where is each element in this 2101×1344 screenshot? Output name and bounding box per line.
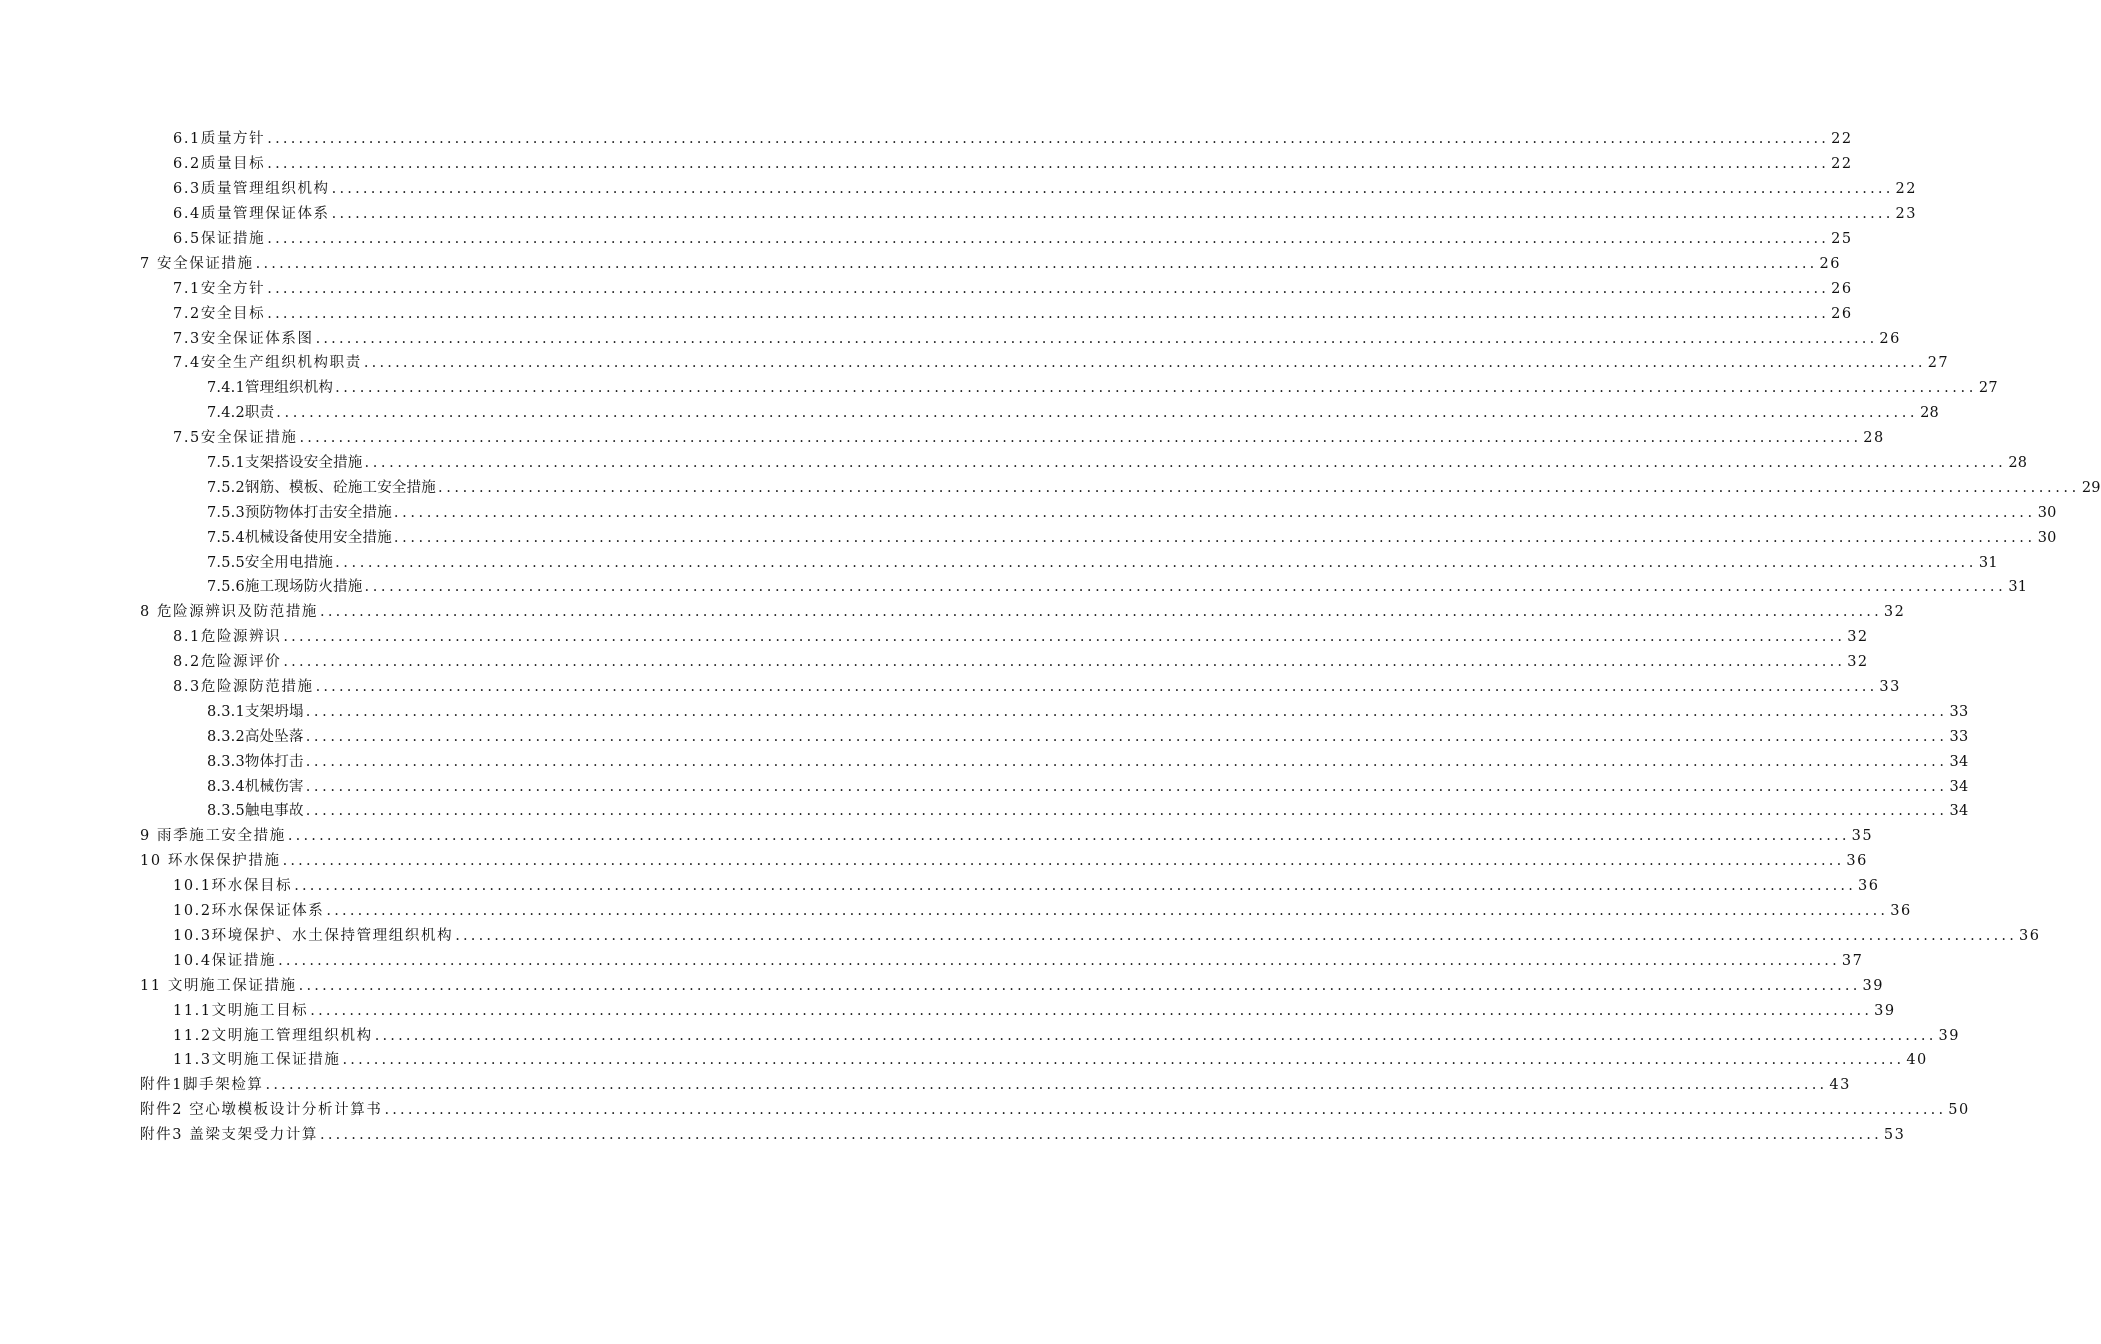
toc-leader-dots: ........................................................................................................................................................................................................ [310,1002,1873,1019]
toc-leader-dots: ........................................................................................................................................................................................................ [335,554,1977,571]
toc-entry[interactable] [0,948,1864,973]
toc-leader-dots: ........................................................................................................................................................................................................ [305,778,1948,795]
toc-entry[interactable] [0,600,1906,625]
toc-entry[interactable] [0,202,1917,227]
toc-entry-title: 7.4.1管理组织机构 [207,380,334,397]
toc-entry[interactable] [0,1023,1960,1048]
toc-leader-dots: ........................................................................................................................................................................................................ [265,1077,1828,1094]
toc-entry[interactable] [0,998,1896,1023]
toc-entry[interactable] [0,774,1969,799]
toc-entry-page: 28 [1920,405,1939,422]
toc-entry[interactable] [0,451,2028,476]
toc-leader-dots: ........................................................................................................................................................................................................ [294,878,1857,895]
toc-leader-dots: ........................................................................................................................................................................................................ [267,131,1830,148]
toc-entry-title: 6.3质量管理组织机构 [173,181,330,198]
toc-entry-page: 32 [1847,629,1869,646]
toc-entry-title: 11.2文明施工管理组织机构 [173,1027,373,1044]
toc-entry[interactable] [0,724,1969,749]
toc-entry-page: 33 [1879,679,1901,696]
toc-leader-dots: ........................................................................................................................................................................................................ [287,828,1850,845]
toc-entry-title: 6.2质量目标 [173,156,266,173]
toc-entry[interactable] [0,351,1950,376]
toc-leader-dots: ........................................................................................................................................................................................................ [363,355,1926,372]
toc-entry[interactable] [0,874,1880,899]
toc-entry-page: 36 [1846,853,1868,870]
toc-entry-page: 36 [1890,903,1912,920]
toc-entry-title: 7.5.2钢筋、模板、砼施工安全措施 [207,479,436,496]
toc-leader-dots: ........................................................................................................................................................................................................ [255,255,1818,272]
toc-leader-dots: ........................................................................................................................................................................................................ [267,156,1830,173]
toc-entry-title: 6.5保证措施 [173,231,266,247]
toc-entry-page: 36 [2019,927,2041,944]
toc-entry-page: 31 [2008,579,2028,596]
toc-entry-page: 22 [1831,156,1853,173]
toc-leader-dots: ........................................................................................................................................................................................................ [315,330,1878,347]
toc-entry[interactable] [0,177,1917,202]
toc-leader-dots: ........................................................................................................................................................................................................ [331,181,1894,198]
toc-leader-dots: ........................................................................................................................................................................................................ [276,405,1919,422]
toc-entry[interactable] [0,1123,1906,1148]
toc-entry-title: 8.3.3物体打击 [207,753,304,770]
toc-entry-page: 22 [1895,181,1917,198]
toc-leader-dots: ........................................................................................................................................................................................................ [384,1102,1947,1119]
toc-entry-title: 7.4安全生产组织机构职责 [173,355,362,372]
table-of-contents [0,127,2101,1148]
toc-entry-page: 36 [1858,878,1880,895]
toc-leader-dots: ........................................................................................................................................................................................................ [267,280,1830,297]
toc-entry-title: 附件1脚手架检算 [140,1077,264,1094]
toc-entry-title: 11.3文明施工保证措施 [173,1052,341,1069]
toc-entry[interactable] [0,550,1998,575]
toc-entry-page: 39 [1862,977,1884,994]
toc-leader-dots: ........................................................................................................................................................................................................ [393,529,2036,546]
toc-entry-title: 7.5.5安全用电措施 [207,554,334,571]
toc-entry[interactable] [0,326,1901,351]
toc-entry-title: 8.1危险源辨识 [173,629,282,646]
toc-leader-dots: ........................................................................................................................................................................................................ [364,455,2007,472]
toc-entry-title: 11 文明施工保证措施 [140,977,297,994]
toc-entry-title: 附件3 盖梁支架受力计算 [140,1127,319,1144]
toc-entry[interactable] [0,575,2028,600]
toc-leader-dots: ........................................................................................................................................................................................................ [331,206,1894,223]
toc-leader-dots: ........................................................................................................................................................................................................ [267,305,1830,322]
toc-entry-page: 34 [1949,803,1969,820]
toc-leader-dots: ........................................................................................................................................................................................................ [278,952,1840,969]
toc-entry-page: 32 [1847,654,1869,671]
toc-entry-page: 34 [1949,778,1969,795]
toc-entry-page: 26 [1831,280,1853,297]
toc-entry-page: 33 [1949,728,1969,745]
toc-leader-dots: ........................................................................................................................................................................................................ [455,927,2018,944]
toc-entry-title: 10.4保证措施 [173,952,277,969]
toc-entry[interactable] [0,376,1998,401]
toc-entry-page: 35 [1851,828,1874,845]
toc-entry-page: 31 [1978,554,1998,571]
toc-entry[interactable] [0,650,1869,675]
toc-entry-page: 26 [1831,305,1853,322]
toc-entry[interactable] [0,699,1969,724]
toc-leader-dots: ........................................................................................................................................................................................................ [320,1127,1882,1144]
toc-entry-title: 7.5.3预防物体打击安全措施 [207,504,392,521]
toc-entry-page: 27 [1978,380,1998,397]
toc-leader-dots: ........................................................................................................................................................................................................ [342,1052,1905,1069]
toc-leader-dots: ........................................................................................................................................................................................................ [320,604,1882,621]
toc-leader-dots: ........................................................................................................................................................................................................ [335,380,1977,397]
toc-entry-page: 39 [1938,1027,1960,1044]
toc-leader-dots: ........................................................................................................................................................................................................ [305,753,1948,770]
toc-entry[interactable] [0,251,1841,276]
toc-entry-title: 7.5.1支架搭设安全措施 [207,455,363,472]
toc-entry-page: 43 [1829,1077,1851,1094]
toc-entry-page: 28 [2008,455,2028,472]
toc-entry-title: 10.2环水保保证体系 [173,903,325,920]
toc-entry-page: 27 [1927,355,1950,372]
toc-entry-page: 32 [1883,604,1906,621]
toc-entry[interactable] [0,1048,1928,1073]
toc-leader-dots: ........................................................................................................................................................................................................ [267,231,1830,247]
toc-entry-title: 8.3.1支架坍塌 [207,703,304,720]
toc-leader-dots: ........................................................................................................................................................................................................ [438,479,2080,496]
toc-entry-page: 33 [1949,703,1969,720]
toc-entry-title: 附件2 空心墩模板设计分析计算书 [140,1102,383,1119]
toc-entry-page: 23 [1895,206,1917,223]
toc-entry[interactable] [0,749,1969,774]
toc-entry[interactable] [0,475,2101,500]
toc-entry[interactable] [0,401,1939,426]
toc-entry-title: 8 危险源辨识及防范措施 [140,604,319,621]
toc-entry-page: 26 [1819,255,1841,272]
toc-leader-dots: ........................................................................................................................................................................................................ [315,679,1878,696]
toc-leader-dots: ........................................................................................................................................................................................................ [305,703,1948,720]
toc-entry-title: 7.4.2职责 [207,405,275,422]
toc-entry[interactable] [0,1098,1970,1123]
toc-entry-title: 8.2危险源评价 [173,654,282,671]
toc-entry-title: 7.5安全保证措施 [173,430,298,447]
toc-entry[interactable] [0,824,1874,849]
toc-entry[interactable] [0,152,1853,177]
toc-entry-page: 40 [1906,1052,1928,1069]
toc-entry-title: 7.3安全保证体系图 [173,330,314,347]
toc-entry-title: 7.1安全方针 [173,280,266,297]
toc-entry-page: 50 [1948,1102,1970,1119]
toc-leader-dots: ........................................................................................................................................................................................................ [305,728,1948,745]
toc-entry-title: 8.3.2高处坠落 [207,728,304,745]
toc-entry[interactable] [0,1073,1851,1098]
toc-entry-title: 7.5.6施工现场防火措施 [207,579,363,596]
toc-entry-page: 25 [1831,231,1853,247]
toc-entry-page: 34 [1949,753,1969,770]
toc-entry-title: 9 雨季施工安全措施 [140,828,286,845]
toc-entry-title: 6.1质量方针 [173,131,266,148]
toc-entry-title: 10 环水保保护措施 [140,853,281,870]
toc-entry[interactable] [0,899,1912,924]
toc-entry-title: 6.4质量管理保证体系 [173,206,330,223]
toc-entry-page: 30 [2037,529,2057,546]
toc-entry-title: 10.3环境保护、水土保持管理组织机构 [173,927,454,944]
toc-entry[interactable] [0,849,1868,874]
toc-entry-title: 8.3.4机械伤害 [207,778,304,795]
toc-leader-dots: ........................................................................................................................................................................................................ [283,654,1846,671]
toc-entry[interactable] [0,625,1869,650]
toc-entry-title: 7 安全保证措施 [140,255,254,272]
toc-entry-page: 29 [2081,479,2101,496]
toc-leader-dots: ........................................................................................................................................................................................................ [364,579,2007,596]
toc-entry-page: 26 [1879,330,1901,347]
toc-entry-page: 39 [1874,1002,1896,1019]
toc-leader-dots: ........................................................................................................................................................................................................ [298,977,1861,994]
toc-entry-page: 22 [1831,131,1853,148]
toc-entry[interactable] [0,525,2057,550]
toc-entry-title: 7.5.4机械设备使用安全措施 [207,529,392,546]
toc-entry[interactable] [0,127,1853,152]
toc-entry-title: 8.3危险源防范措施 [173,679,314,696]
toc-entry-page: 28 [1863,430,1885,447]
toc-entry[interactable] [0,426,1885,451]
toc-leader-dots: ........................................................................................................................................................................................................ [393,504,2036,521]
toc-entry[interactable] [0,799,1969,824]
toc-entry-title: 10.1环水保目标 [173,878,293,895]
toc-leader-dots: ........................................................................................................................................................................................................ [282,853,1845,870]
toc-entry[interactable] [0,973,1884,998]
toc-entry-page: 53 [1883,1127,1906,1144]
toc-entry[interactable] [0,276,1853,301]
toc-leader-dots: ........................................................................................................................................................................................................ [283,629,1846,646]
toc-entry-title: 11.1文明施工目标 [173,1002,309,1019]
toc-entry[interactable] [0,675,1901,700]
toc-entry[interactable] [0,500,2057,525]
toc-entry-title: 7.2安全目标 [173,305,266,322]
toc-leader-dots: ........................................................................................................................................................................................................ [305,803,1948,820]
toc-entry[interactable] [0,301,1853,326]
toc-entry[interactable] [0,227,1853,252]
toc-entry-page: 30 [2037,504,2057,521]
toc-entry[interactable] [0,924,2041,949]
toc-leader-dots: ........................................................................................................................................................................................................ [374,1027,1937,1044]
toc-entry-title: 8.3.5触电事故 [207,803,304,820]
toc-leader-dots: ........................................................................................................................................................................................................ [326,903,1889,920]
toc-entry-page: 37 [1841,952,1864,969]
toc-leader-dots: ........................................................................................................................................................................................................ [299,430,1862,447]
